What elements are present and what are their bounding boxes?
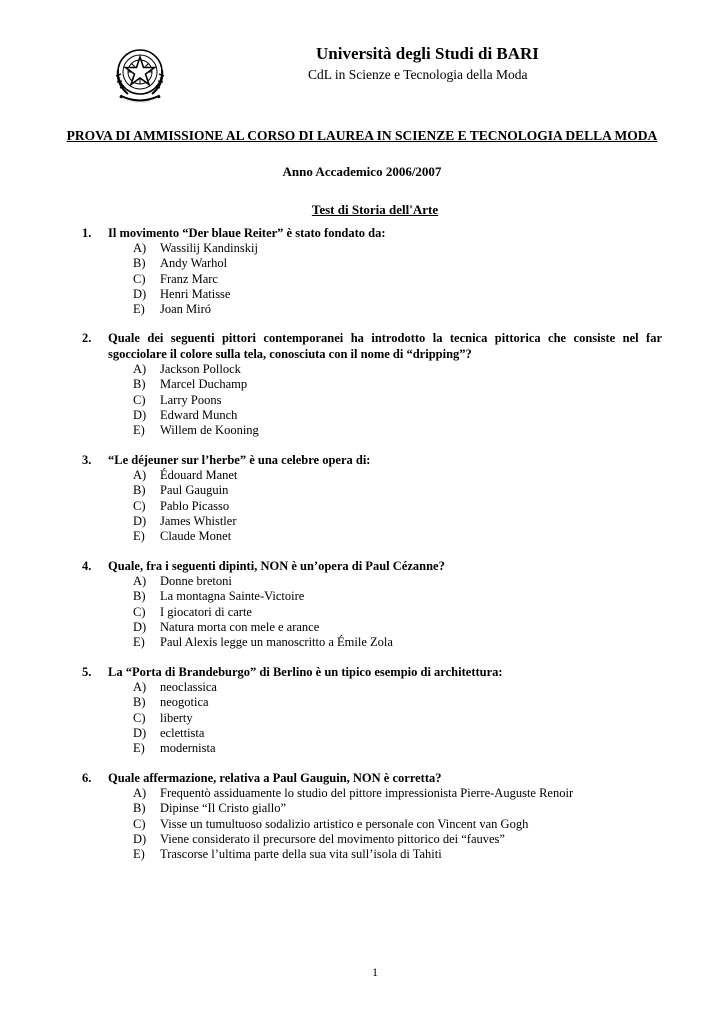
question-number: 1. <box>82 226 92 240</box>
option-d: D) James Whistler <box>133 513 237 528</box>
option-e: E) modernista <box>133 741 216 756</box>
question-1 <box>82 225 662 317</box>
question-text: Il movimento “Der blaue Reiter” è stato fondato da: <box>108 226 386 240</box>
option-a: A) Frequentò assiduamente lo studio del pittore impressionista Pierre-Auguste Renoir <box>133 786 574 800</box>
university-name: Università degli Studi di BARI <box>316 44 539 63</box>
option-b: B) La montagna Sainte-Victoire <box>133 589 305 604</box>
question-number: 4. <box>82 559 92 573</box>
option-c: C) Pablo Picasso <box>133 498 230 513</box>
question-text: Quale, fra i seguenti dipinti, NON è un’opera di Paul Cézanne? <box>108 559 445 573</box>
academic-year: Anno Accademico 2006/2007 <box>282 164 442 179</box>
option-e: E) Willem de Kooning <box>133 423 259 438</box>
question-2 <box>82 330 662 438</box>
option-a: A) neoclassica <box>133 680 217 694</box>
option-e: E) Trascorse l’ultima parte della sua vita sull’isola di Tahiti <box>133 847 442 862</box>
option-e: E) Claude Monet <box>133 529 232 544</box>
question-text: “Le déjeuner sur l’herbe” è una celebre opera di: <box>108 453 371 467</box>
option-a: A) Jackson Pollock <box>133 362 241 376</box>
question-3 <box>82 452 662 544</box>
option-c: C) Larry Poons <box>133 392 222 407</box>
option-d: D) Henri Matisse <box>133 286 231 301</box>
question-text: La “Porta di Brandeburgo” di Berlino è un tipico esempio di architettura: <box>108 665 503 679</box>
option-c: C) I giocatori di carte <box>133 604 252 619</box>
option-d: D) Natura morta con mele e arance <box>133 619 320 634</box>
republic-emblem-icon <box>108 42 172 106</box>
question-text: Quale dei seguenti pittori contemporanei ha introdotto la tecnica pittorica che consiste nel far sgocciolare il colore sulla tela, conosciuta con il nome di “dripping”? <box>108 331 662 361</box>
option-c: C) Franz Marc <box>133 271 218 286</box>
document-title: PROVA DI AMMISSIONE AL CORSO DI LAUREA IN SCIENZE E TECNOLOGIA DELLA MODA <box>66 128 658 143</box>
question-6 <box>82 770 662 862</box>
option-a: A) Wassilij Kandinskij <box>133 241 258 255</box>
question-number: 5. <box>82 665 92 679</box>
option-b: B) Andy Warhol <box>133 256 228 271</box>
test-name: Test di Storia dell'Arte <box>311 202 439 217</box>
option-d: D) Viene considerato il precursore del movimento pittorico dei “fauves” <box>133 831 505 846</box>
option-c: C) liberty <box>133 710 193 725</box>
option-b: B) Marcel Duchamp <box>133 377 248 392</box>
question-5 <box>82 664 662 756</box>
option-e: E) Paul Alexis legge un manoscritto a Émile Zola <box>133 635 393 650</box>
option-b: B) Dipinse “Il Cristo giallo” <box>133 801 287 816</box>
option-e: E) Joan Miró <box>133 302 212 317</box>
question-4 <box>82 558 662 650</box>
option-b: B) neogotica <box>133 695 209 710</box>
question-number: 3. <box>82 453 92 467</box>
option-a: A) Donne bretoni <box>133 574 232 588</box>
course-name: CdL in Scienze e Tecnologia della Moda <box>308 67 528 82</box>
option-d: D) eclettista <box>133 725 205 740</box>
option-a: A) Édouard Manet <box>133 468 238 482</box>
question-number: 6. <box>82 771 92 785</box>
page-number: 1 <box>372 965 378 979</box>
option-b: B) Paul Gauguin <box>133 483 229 498</box>
option-c: C) Visse un tumultuoso sodalizio artistico e personale con Vincent van Gogh <box>133 816 529 831</box>
option-d: D) Edward Munch <box>133 407 238 422</box>
question-text: Quale affermazione, relativa a Paul Gauguin, NON è corretta? <box>108 771 442 785</box>
question-number: 2. <box>82 331 92 345</box>
